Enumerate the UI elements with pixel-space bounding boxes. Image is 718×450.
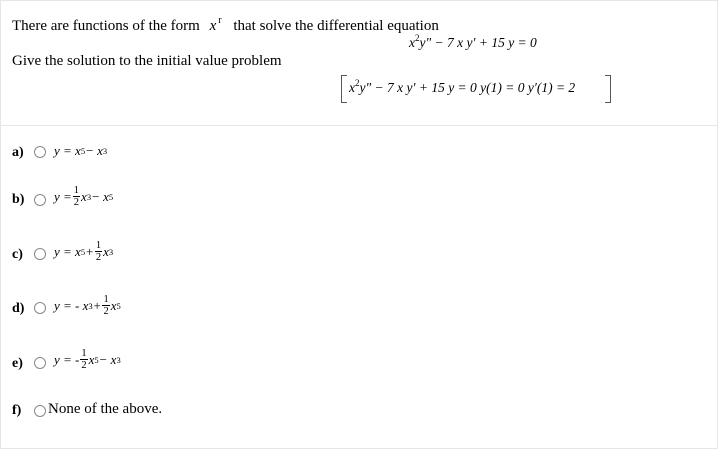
fraction: $\frac{1}{2}$ [73,185,80,208]
option-c[interactable] [1,234,717,288]
radio-button[interactable] [34,248,46,260]
intro-text: There are functions of the form x $^r$ that solve the differential equation [12,15,439,34]
option-f[interactable] [1,396,717,450]
option-letter: b) [12,192,25,207]
option-letter: e) [12,356,23,371]
option-e[interactable] [1,342,717,396]
option-letter: f) [12,403,22,418]
option-a[interactable] [1,126,717,180]
option-letter: a) [12,145,24,160]
option-letter: c) [12,247,23,262]
ivp-prompt: Give the solution to the initial value problem [12,53,282,69]
left-bracket [341,75,347,103]
option-math: y = x 5 + $\frac{1}{2}$ x 3 [54,240,114,263]
option-math: y = x 5 − x 3 [54,143,108,158]
option-math: y = - $\frac{1}{2}$ x 5 − x 3 [54,348,121,371]
radio-button[interactable] [34,357,46,369]
fraction: $\frac{1}{2}$ [81,348,87,371]
fraction: $\frac{1}{2}$ [95,240,102,263]
radio-button[interactable] [34,194,46,206]
differential-equation: $x^2y$" − 7 x y′ + 15 y = 0 [409,33,537,50]
option-math: y = - x 3 + $\frac{1}{2}$ x 5 [54,294,121,317]
question-stem [1,1,717,126]
radio-button[interactable] [34,302,46,314]
option-text: None of the above. [48,401,163,417]
option-math: y = $\frac{1}{2}$ x 3 − x 5 [54,185,114,208]
option-b[interactable] [1,180,717,234]
option-d[interactable] [1,288,717,342]
initial-value-problem [341,75,611,101]
radio-button[interactable] [34,405,46,417]
fraction: $\frac{1}{2}$ [103,294,109,317]
right-bracket [605,75,611,103]
option-letter: d) [12,301,25,316]
ivp-equation: $x^2y$" − 7 x y′ + 15 y = 0 y(1) = 0 y′(1) = 2 [349,78,576,95]
radio-button[interactable] [34,146,46,158]
